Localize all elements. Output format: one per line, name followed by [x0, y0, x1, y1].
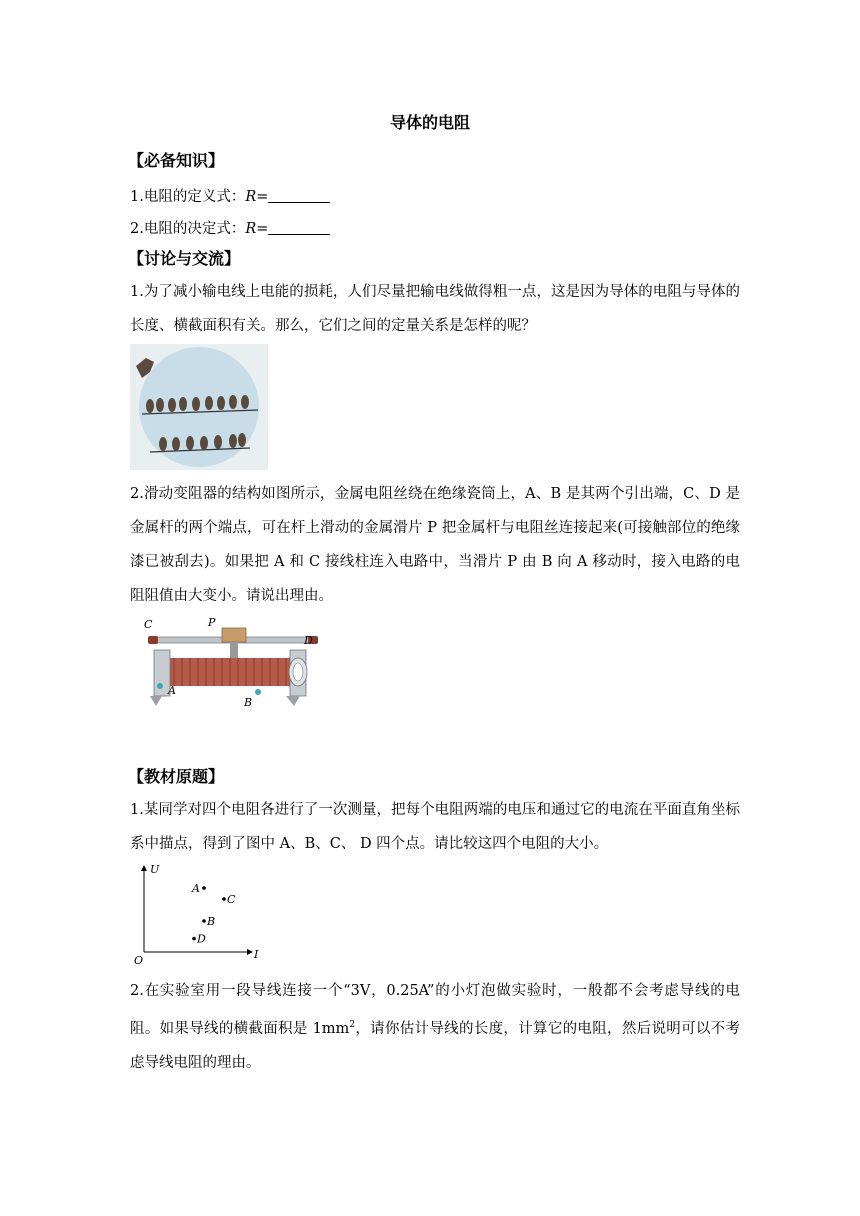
q2-superscript: 2 [349, 1020, 356, 1030]
graph-point-a [202, 886, 206, 890]
textbook-question-2 [130, 974, 740, 1080]
rheostat-label-a: A [168, 684, 176, 697]
q2-text-after: ，请你估计导线的长度，计算它的电阻，然后说明可以不考虑导线电阻的理由。 [130, 1020, 740, 1071]
rheostat-label-b: B [244, 696, 253, 709]
rheostat-label-c: C [144, 618, 153, 631]
discussion-question-2: 2.滑动变阻器的结构如图所示，金属电阻丝绕在绝缘瓷筒上，A、B 是其两个引出端，C、D 是金属杆的两个端点，可在杆上滑动的金属滑片 P 把金属杆与电阻丝连接起来(可接触部位的绝缘漆已被刮去)。如果把 A 和 C 接线柱连入电路中，当滑片 P 由 B 向 A 移动时，接入电路的电阻阻值由大变小。请说出理由。 [130, 486, 740, 604]
birds-on-wire-image [130, 344, 268, 470]
graph-point-b [202, 919, 206, 923]
discussion-question-1: 1.为了减小输电线上电能的损耗，人们尽量把输电线做得粗一点，这是因为导体的电阻与导体的长度、横截面积有关。那么，它们之间的定量关系是怎样的呢？ [130, 284, 740, 334]
textbook-heading: 【教材原题】 [128, 767, 225, 786]
equals-sign: = [256, 189, 269, 205]
graph-point-c [222, 897, 226, 901]
rheostat-label-d: D [304, 634, 313, 647]
knowledge-item-1 [130, 185, 330, 206]
i-axis-label: I [254, 948, 259, 961]
item2-prefix: 2.电阻的决定式： [130, 221, 246, 237]
origin-label: O [134, 954, 144, 967]
u-axis-label: U [150, 863, 160, 876]
graph-point-d [192, 937, 196, 941]
resistance-symbol: R [245, 221, 257, 237]
graph-point-label-d: D [197, 932, 206, 946]
answer-blank-1[interactable] [268, 188, 330, 203]
equals-sign: = [256, 221, 269, 237]
u-i-graph [130, 860, 266, 968]
knowledge-heading: 【必备知识】 [128, 151, 225, 170]
discussion-heading: 【讨论与交流】 [128, 249, 241, 268]
knowledge-item-2 [130, 217, 330, 238]
textbook-question-1: 1.某同学对四个电阻各进行了一次测量，把每个电阻两端的电压和通过它的电流在平面直角坐标系中描点，得到了图中 A、B、C、 D 四个点。请比较这四个电阻的大小。 [130, 802, 740, 852]
sliding-rheostat-image [140, 614, 330, 714]
answer-blank-2[interactable] [268, 220, 330, 235]
page-title: 导体的电阻 [389, 113, 470, 132]
graph-point-label-b: B [207, 915, 216, 928]
graph-point-label-a: A [192, 882, 200, 895]
item1-prefix: 1.电阻的定义式： [130, 189, 246, 205]
graph-point-label-c: C [227, 893, 236, 906]
rheostat-label-p: P [208, 616, 216, 629]
resistance-symbol: R [245, 189, 257, 205]
q2-text-before: 2.在实验室用一段导线连接一个“3V，0.25A”的小灯泡做实验时，一般都不会考虑导线的电阻。如果导线的横截面积是 1mm [130, 983, 740, 1037]
